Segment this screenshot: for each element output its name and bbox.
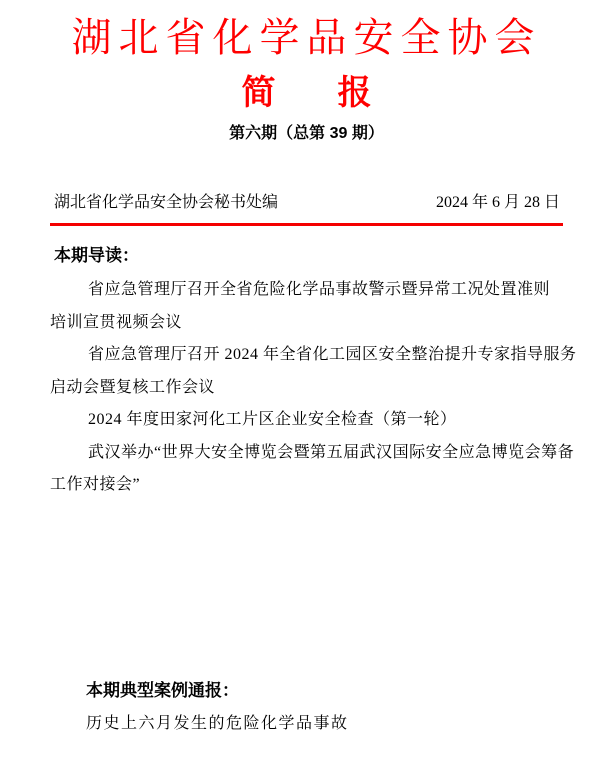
digest-line: 启动会暨复核工作会议 <box>50 378 216 396</box>
digest-list <box>50 274 577 502</box>
case-item: 历史上六月发生的危险化学品事故 <box>86 714 349 732</box>
association-title: 湖北省化学品安全协会 <box>71 15 542 60</box>
digest-line: 武汉举办“世界大安全博览会暨第五届武汉国际安全应急博览会筹备 <box>88 443 575 461</box>
digest-line: 工作对接会” <box>50 476 141 493</box>
issue-number: 第六期（总第 39 期） <box>229 125 384 142</box>
digest-line: 省应急管理厅召开 2024 年全省化工园区安全整治提升专家指导服务 <box>88 346 577 363</box>
digest-line: 2024 年度田家河化工片区企业安全检查（第一轮） <box>88 411 457 428</box>
digest-line: 培训宣贯视频会议 <box>50 313 183 331</box>
editor-date-row <box>50 193 563 213</box>
digest-heading: 本期导读： <box>54 246 139 265</box>
issue-date: 2024 年 6 月 28 日 <box>435 194 560 211</box>
red-divider <box>50 223 563 226</box>
masthead-title: 简 报 <box>241 75 372 112</box>
digest-line: 省应急管理厅召开全省危险化学品事故警示暨异常工况处置准则 <box>88 281 551 298</box>
cases-heading: 本期典型案例通报： <box>86 680 239 700</box>
editor-credit: 湖北省化学品安全协会秘书处编 <box>54 194 279 211</box>
